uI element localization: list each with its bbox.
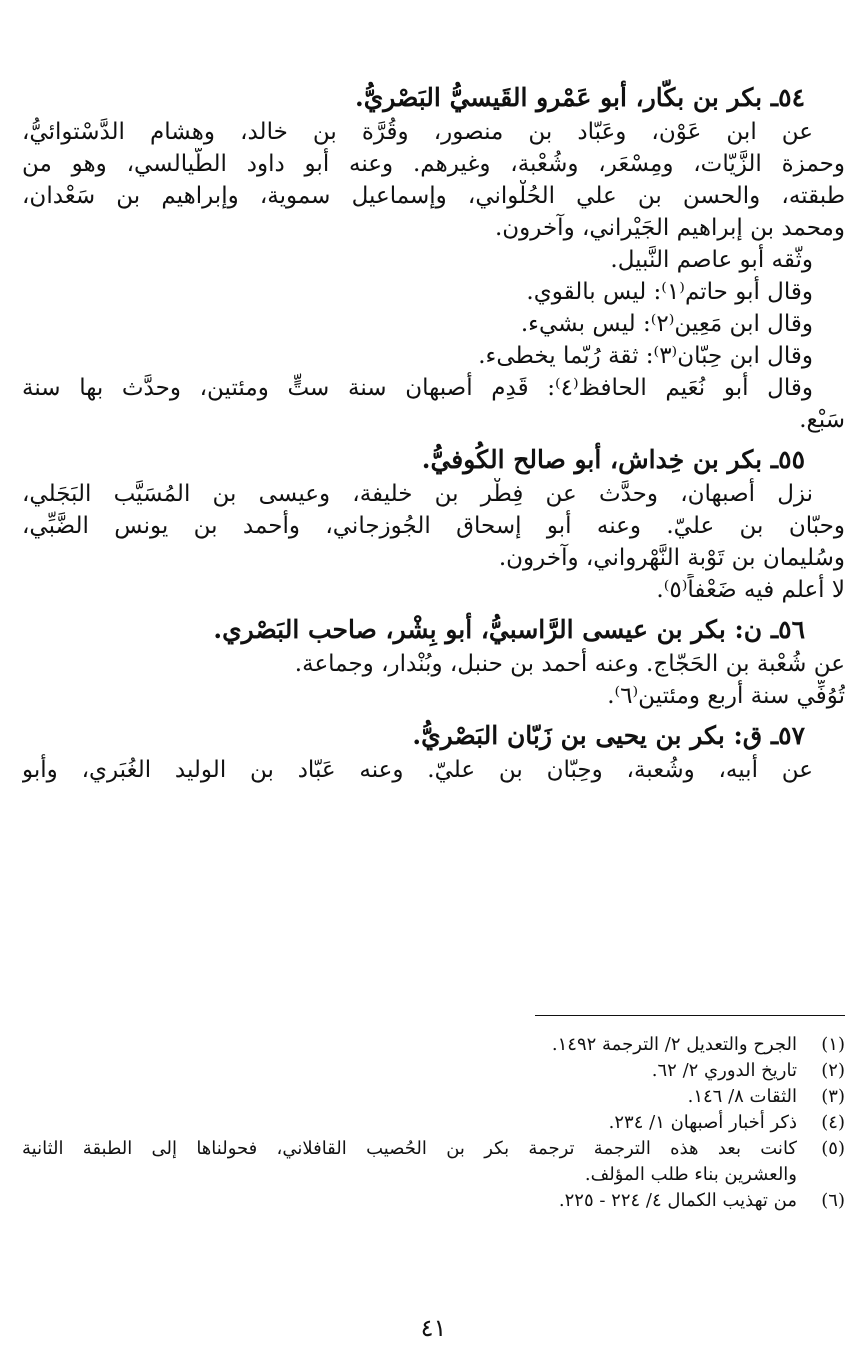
text-line: تُوُفِّي سنة أربع ومئتين⁽٦⁾. xyxy=(607,683,845,709)
entry-heading: ٥٧ـ ق: بكر بن يحيى بن زَبّان البَصْريُّ. xyxy=(412,721,805,750)
text-line: وثّقه أبو عاصم النَّبيل. xyxy=(610,247,813,273)
text-line: طبقته، والحسن بن علي الحُلْواني، وإسماعيل سموية، وإبراهيم بن سَعْدان، xyxy=(22,183,845,209)
text-line: وحمزة الزَّيّات، ومِسْعَر، وشُعْبة، وغيرهم. وعنه أبو داود الطَّيالسي، وهو من xyxy=(22,151,845,177)
text-line: لا أعلم فيه ضَعْفاً⁽٥⁾. xyxy=(656,577,845,603)
text-line: وقال أبو حاتم⁽١⁾: ليس بالقوي. xyxy=(526,279,813,305)
footnote xyxy=(22,1136,845,1188)
text-line: سَبْع. xyxy=(799,407,845,433)
text-line: وحبّان بن عليّ. وعنه أبو إسحاق الجُوزجاني، وأحمد بن يونس الضَّبِّي، xyxy=(22,513,845,539)
text-line: عن أبيه، وشُعبة، وحِبّان بن عليّ. وعنه عَبّاد بن الوليد الغُبَري، وأبو xyxy=(22,757,813,783)
footnotes xyxy=(22,1032,845,1214)
footnote-text xyxy=(22,1110,797,1136)
footnote-line: والعشرين بناء طلب المؤلف. xyxy=(584,1164,797,1185)
entry-heading: ٥٥ـ بكر بن خِداش، أبو صالح الكُوفيُّ. xyxy=(421,445,805,474)
page-number: ٤١ xyxy=(420,1314,447,1342)
footnote-line: الجرح والتعديل ٢/ الترجمة ١٤٩٢. xyxy=(551,1034,797,1055)
footnote-text xyxy=(22,1136,797,1188)
entry-heading: ٥٦ـ ن: بكر بن عيسى الرَّاسبيُّ، أبو بِشْر، صاحب البَصْري. xyxy=(213,615,805,644)
footnote xyxy=(22,1188,845,1214)
footnote-number: (٥) xyxy=(821,1138,845,1159)
footnote-number: (٦) xyxy=(821,1190,845,1211)
text-line: وقال ابن حِبّان⁽٣⁾: ثقة رُبّما يخطىء. xyxy=(478,343,813,369)
footnote-line: ذكر أخبار أصبهان ١/ ٢٣٤. xyxy=(608,1112,797,1133)
footnote xyxy=(22,1084,845,1110)
footnote-text xyxy=(22,1188,797,1214)
footnote-number: (٢) xyxy=(821,1060,845,1081)
text-line: وقال ابن مَعِين⁽٢⁾: ليس بشيء. xyxy=(520,311,813,337)
main-text xyxy=(22,80,845,786)
text-line: ومحمد بن إبراهيم الجَيْراني، وآخرون. xyxy=(494,215,845,241)
text-line: وقال أبو نُعَيم الحافظ⁽٤⁾: قَدِم أصبهان سنة ستٍّ ومئتين، وحدَّث بها سنة xyxy=(22,375,813,401)
footnote-text xyxy=(22,1084,797,1110)
footnote-line: الثقات ٨/ ١٤٦. xyxy=(687,1086,797,1107)
entry-heading: ٥٤ـ بكر بن بكّار، أبو عَمْرو القَيسيُّ البَصْريُّ. xyxy=(355,83,805,112)
footnote xyxy=(22,1110,845,1136)
text-line: وسُليمان بن تَوْبة النَّهْرواني، وآخرون. xyxy=(498,545,845,571)
text-line: عن شُعْبة بن الحَجّاج. وعنه أحمد بن حنبل، وبُنْدار، وجماعة. xyxy=(294,651,845,677)
footnote-line: تاريخ الدوري ٢/ ٦٢. xyxy=(651,1060,797,1081)
footnote-text xyxy=(22,1032,797,1058)
text-line: نزل أصبهان، وحدَّث عن فِطْر بن خليفة، وعيسى بن المُسَيَّب البَجَلي، xyxy=(22,481,813,507)
footnote-number: (٣) xyxy=(821,1086,845,1107)
footnote xyxy=(22,1032,845,1058)
footnote-text xyxy=(22,1058,797,1084)
footnote-line: من تهذيب الكمال ٤/ ٢٢٤ - ٢٢٥. xyxy=(558,1190,797,1211)
footnote xyxy=(22,1058,845,1084)
footnote-number: (٤) xyxy=(821,1112,845,1133)
footnote-number: (١) xyxy=(821,1034,845,1055)
footnote-separator xyxy=(535,1015,845,1016)
text-line: عن ابن عَوْن، وعَبّاد بن منصور، وقُرَّة بن خالد، وهشام الدَّسْتوائيُّ، xyxy=(22,119,813,145)
footnote-line: كانت بعد هذه الترجمة ترجمة بكر بن الحُصيب القافلاني، فحولناها إلى الطبقة الثانية xyxy=(22,1138,797,1159)
